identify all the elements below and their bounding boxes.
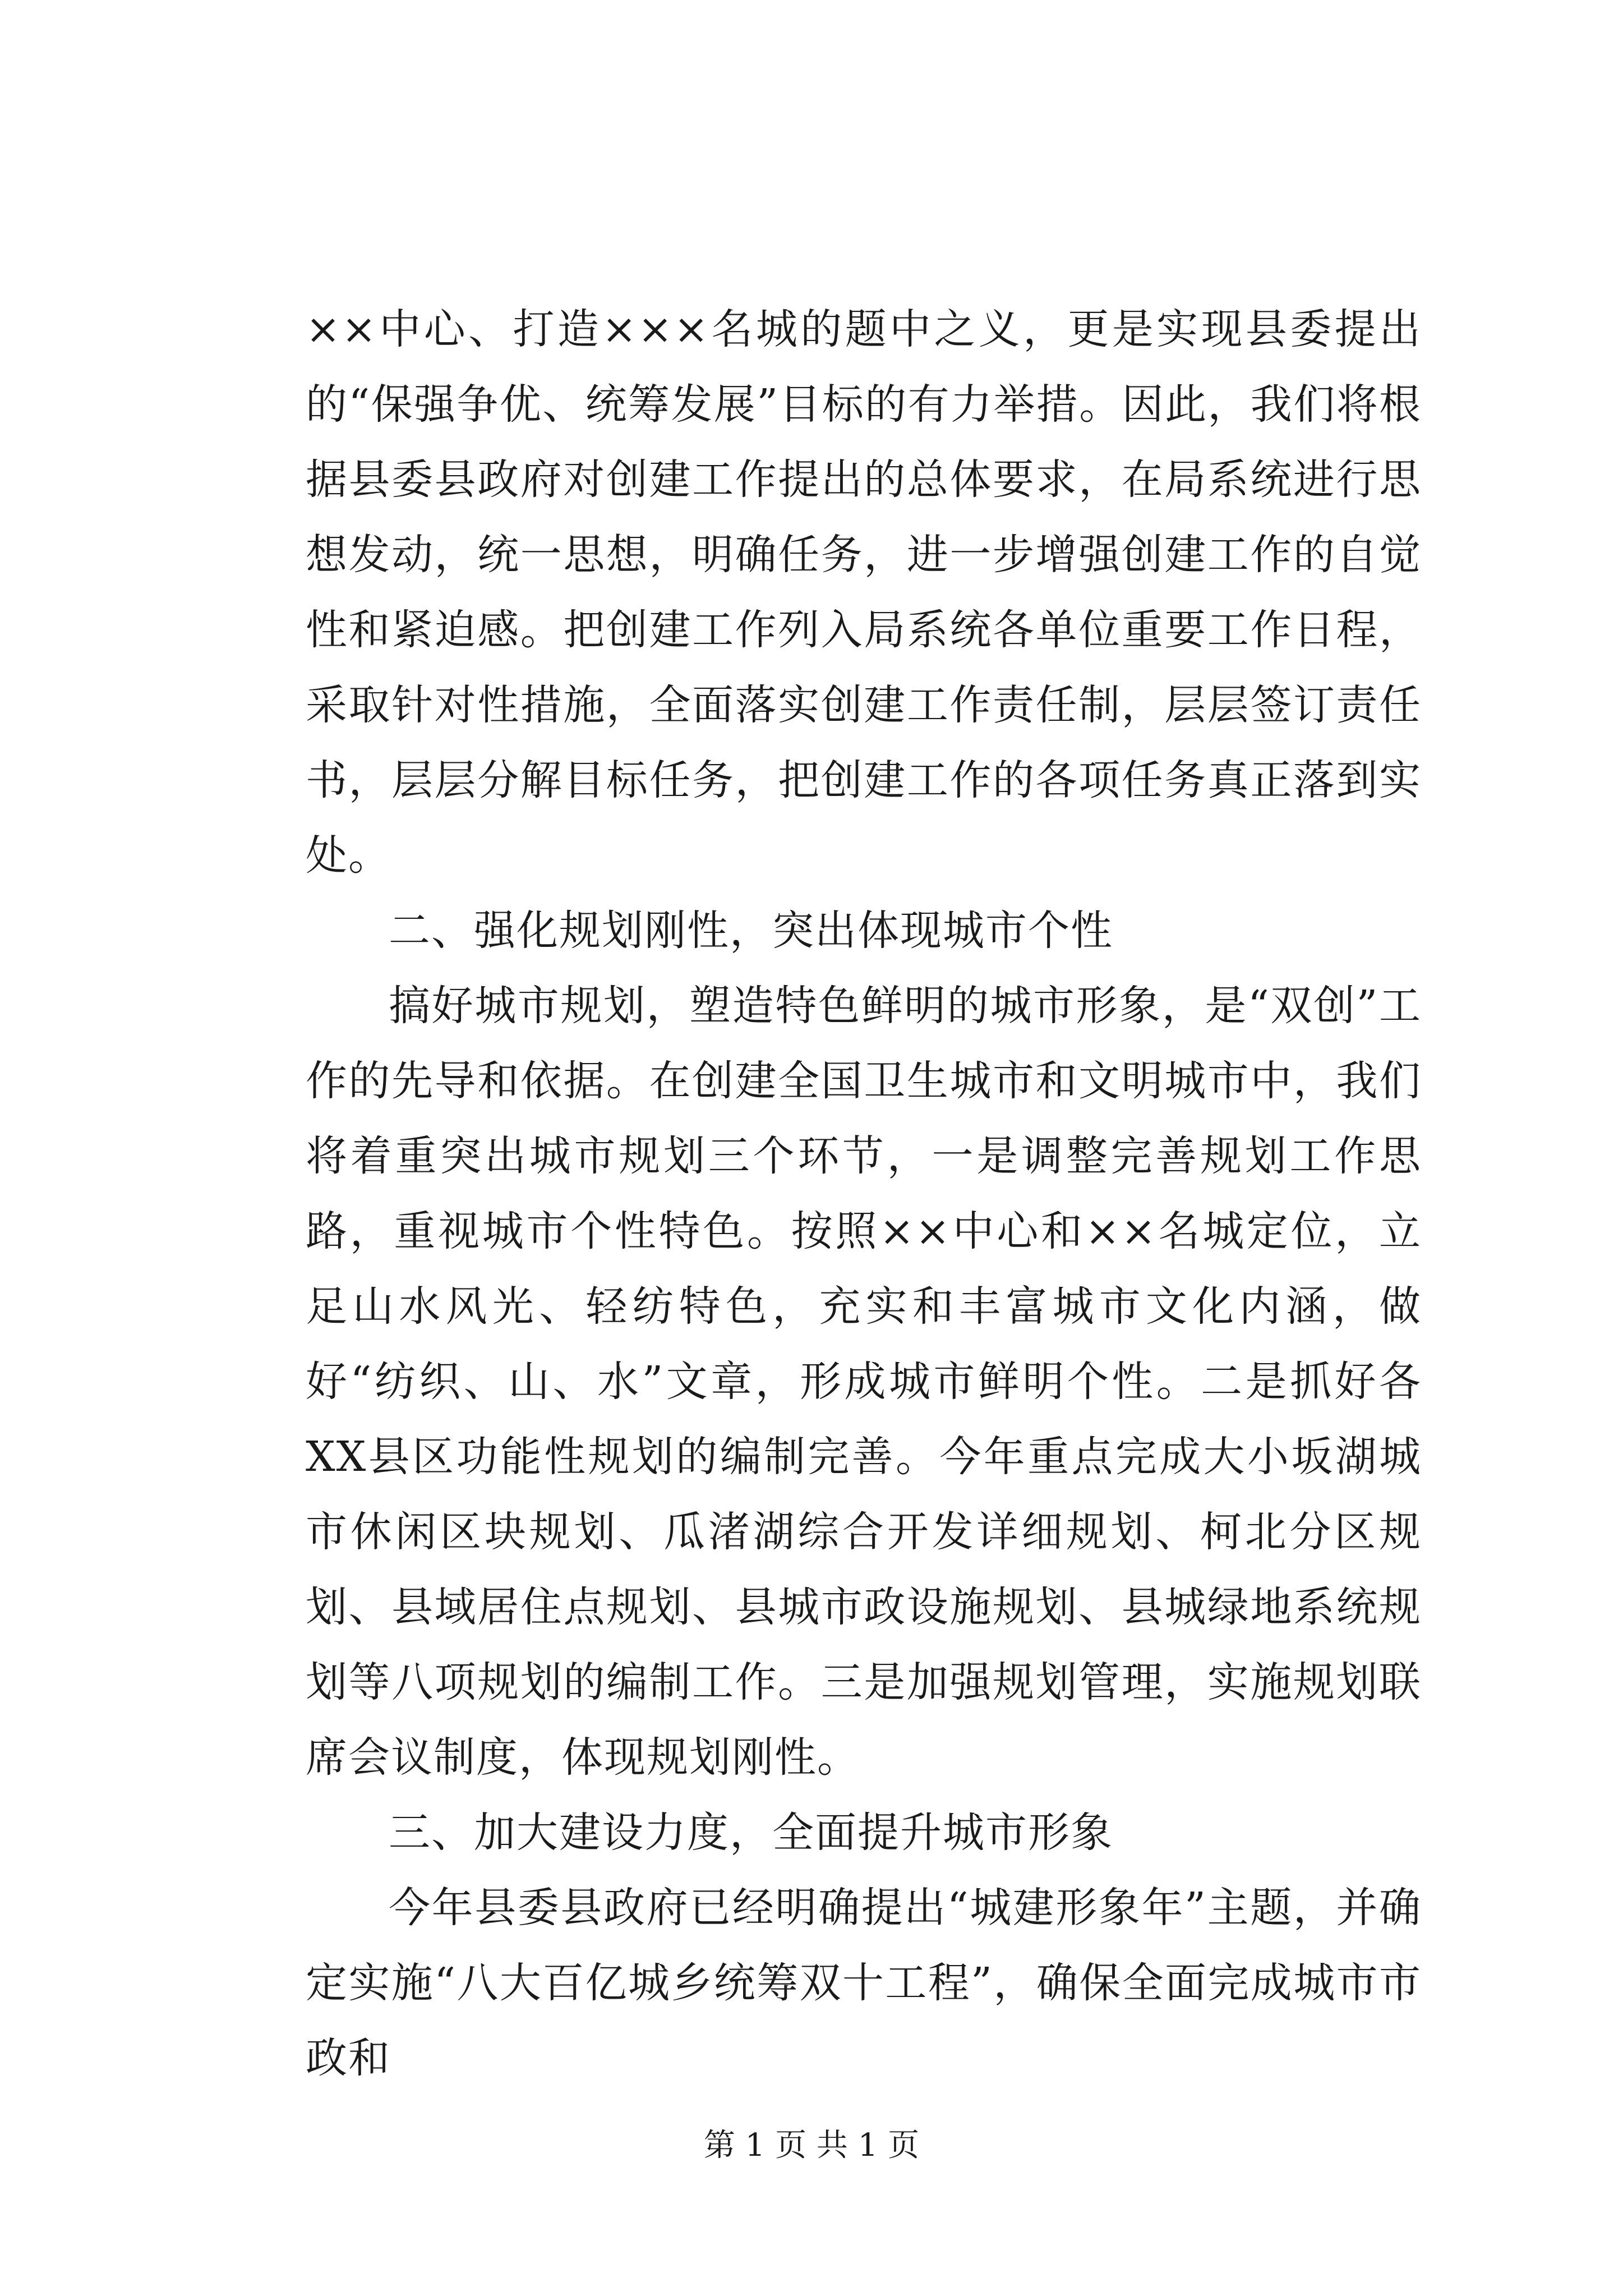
- paragraph-planning: 搞好城市规划，塑造特色鲜明的城市形象，是“双创”工作的先导和依据。在创建全国卫生城市和文明城市中，我们将着重突出城市规划三个环节，一是调整完善规划工作思路，重视城市个性特色。按照××中心和××名城定位，立足山水风光、轻纺特色，充实和丰富城市文化内涵，做好“纺织、山、水”文章，形成城市鲜明个性。二是抓好各XX县区功能性规划的编制完善。今年重点完成大小坂湖城市休闲区块规划、瓜渚湖综合开发详细规划、柯北分区规划、县域居住点规划、县城市政设施规划、县城绿地系统规划等八项规划的编制工作。三是加强规划管理，实施规划联席会议制度，体现规划刚性。: [306, 982, 1422, 1782]
- section-heading-2: 二、强化规划刚性，突出体现城市个性: [389, 907, 1113, 955]
- document-body: [306, 292, 1422, 2096]
- page-footer: 第 1 页 共 1 页: [703, 2127, 920, 2164]
- paragraph-construction: 今年县委县政府已经明确提出“城建形象年”主题，并确定实施“八大百亿城乡统筹双十工程”，确保全面完成城市市政和: [306, 1884, 1422, 2082]
- paragraph-continuation: ××中心、打造×××名城的题中之义，更是实现县委提出的“保强争优、统筹发展”目标的有力举措。因此，我们将根据县委县政府对创建工作提出的总体要求，在局系统进行思想发动，统一思想，明确任务，进一步增强创建工作的自觉性和紧迫感。把创建工作列入局系统各单位重要工作日程，采取针对性措施，全面落实创建工作责任制，层层签订责任书，层层分解目标任务，把创建工作的各项任务真正落到实处。: [306, 305, 1422, 880]
- section-heading-3: 三、加大建设力度，全面提升城市形象: [389, 1809, 1113, 1857]
